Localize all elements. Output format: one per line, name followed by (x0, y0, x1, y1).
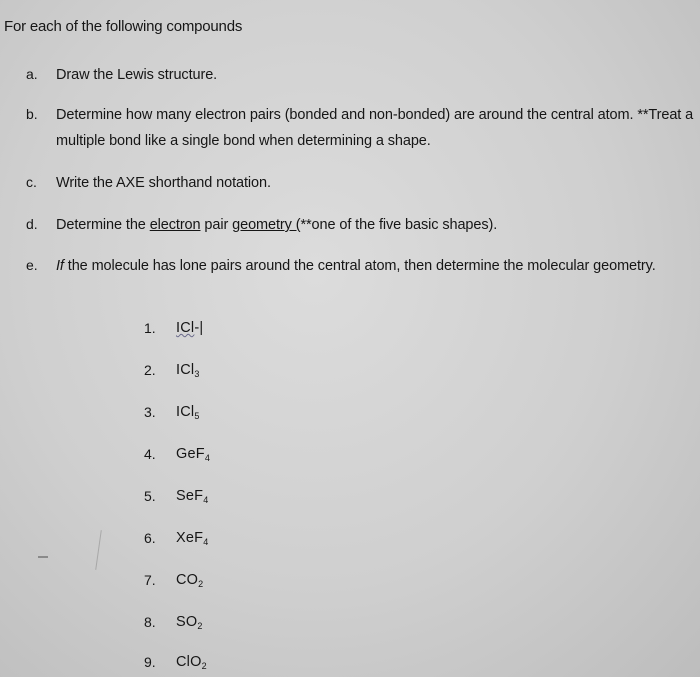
compound-formula: ICl-| (176, 320, 204, 336)
compound-number: 6. (144, 530, 156, 546)
compound-number: 8. (144, 614, 156, 630)
item-text-part: If (56, 258, 64, 274)
item-text-part: the molecule has lone pairs around the central atom, then determine the molecular geometry. (63, 258, 656, 274)
item-text-part: electron (149, 217, 201, 233)
item-text-part: Draw the Lewis structure. (56, 67, 218, 83)
item-text-part: pair (200, 217, 233, 233)
compound-formula: GeF$_4$ (176, 446, 211, 463)
item-text-part: Determine the (56, 217, 150, 233)
compound-formula: ClO$_2$ (176, 654, 207, 671)
compound-number: 7. (144, 572, 156, 588)
compound-number: 4. (144, 446, 156, 462)
item-text (56, 170, 696, 196)
item-text-part: **one of the five basic shapes). (300, 217, 498, 233)
pen-mark (95, 530, 102, 570)
item-letter: b. (26, 106, 38, 122)
pen-mark (38, 556, 48, 558)
compound-formula: $SO_2$ (176, 614, 203, 631)
compound-number: 3. (144, 404, 156, 420)
item-text (56, 212, 696, 238)
compound-number: 5. (144, 488, 156, 504)
compound-formula: SeF$_4$ (176, 488, 209, 505)
item-letter: c. (26, 174, 37, 190)
compound-number: 2. (144, 362, 156, 378)
item-text-part: Write the AXE shorthand notation. (56, 175, 271, 191)
item-letter: d. (26, 216, 38, 232)
compound-formula: ICl$_3$ (176, 362, 200, 379)
compound-formula: XeF$_4$ (176, 530, 209, 547)
compound-formula: ICl$_5$ (176, 404, 200, 421)
item-text (56, 102, 696, 154)
intro-text: For each of the following compounds (4, 18, 243, 35)
item-letter: a. (26, 66, 38, 82)
compound-formula: $CO_2$ (176, 572, 204, 589)
compound-number: 1. (144, 320, 156, 336)
compound-number: 9. (144, 654, 156, 670)
item-text (56, 62, 696, 88)
item-text-part: Determine how many electron pairs (bonded and non-bonded) are around the central atom. **Treat a multiple bond like a single bond when determining a shape. (56, 107, 694, 149)
item-text (56, 253, 696, 279)
item-letter: e. (26, 257, 38, 273)
item-text-part: geometry ( (232, 217, 301, 233)
